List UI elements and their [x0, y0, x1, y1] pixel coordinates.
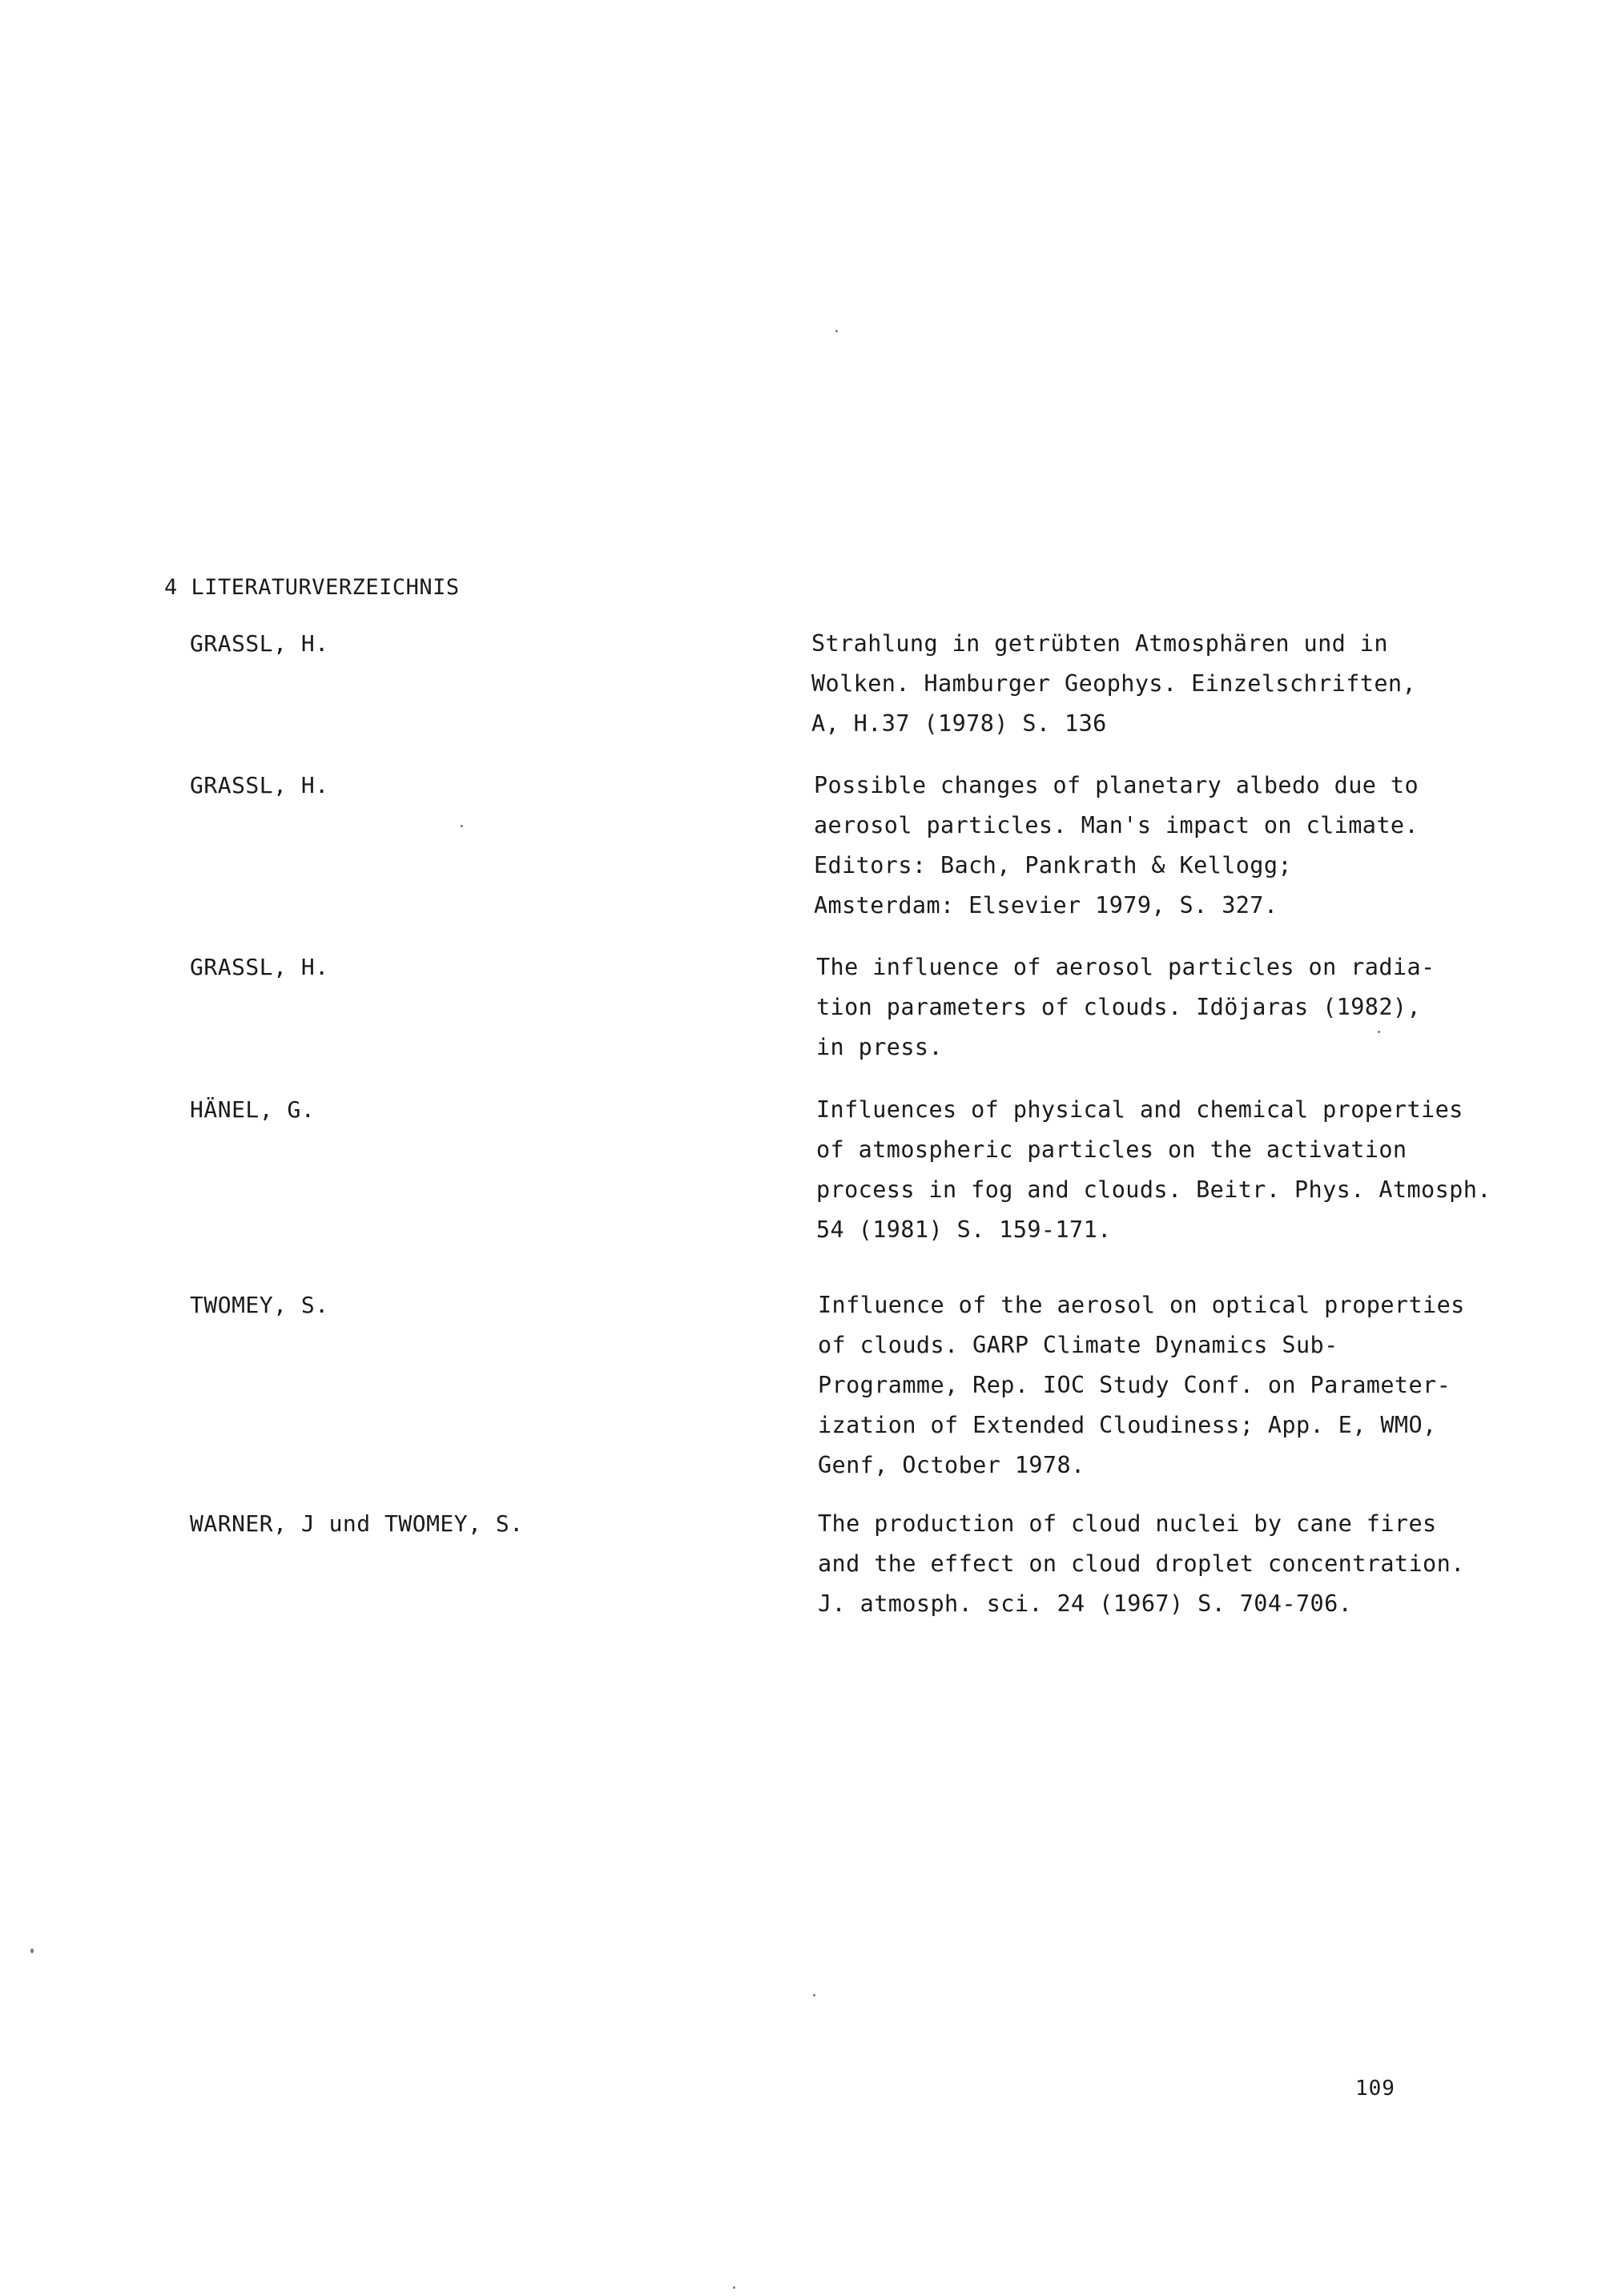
- citation-line: Genf, October 1978.: [818, 1452, 1085, 1478]
- citation-line: Influences of physical and chemical properties: [816, 1096, 1463, 1123]
- citation-line: Possible changes of planetary albedo due to: [814, 772, 1419, 798]
- citation-line: A, H.37 (1978) S. 136: [811, 710, 1107, 737]
- reference-author: WARNER, J und TWOMEY, S.: [190, 1510, 524, 1537]
- reference-citation: [818, 1504, 1475, 1624]
- citation-line: in press.: [816, 1034, 944, 1060]
- reference-citation: [816, 947, 1473, 1068]
- citation-line: 54 (1981) S. 159-171.: [816, 1216, 1112, 1243]
- reference-citation: [818, 1285, 1475, 1486]
- reference-author: GRASSL, H.: [190, 954, 329, 980]
- reference-author: GRASSL, H.: [190, 772, 329, 798]
- citation-line: Influence of the aerosol on optical properties: [818, 1292, 1465, 1318]
- section-heading: 4 LITERATURVERZEICHNIS: [164, 575, 460, 600]
- citation-line: aerosol particles. Man's impact on climate.: [814, 812, 1419, 838]
- scan-speck: [813, 1994, 815, 1996]
- reference-author: TWOMEY, S.: [190, 1292, 329, 1318]
- scan-speck: [1378, 1031, 1380, 1033]
- citation-line: The production of cloud nuclei by cane fires: [818, 1510, 1437, 1537]
- citation-line: tion parameters of clouds. Idöjaras (1982),: [816, 994, 1422, 1020]
- reference-author: GRASSL, H.: [190, 630, 329, 657]
- citation-line: of atmospheric particles on the activation: [816, 1136, 1407, 1163]
- reference-author: HÄNEL, G.: [190, 1096, 316, 1123]
- citation-line: Editors: Bach, Pankrath & Kellogg;: [814, 852, 1292, 879]
- citation-line: ization of Extended Cloudiness; App. E, WMO,: [818, 1412, 1437, 1438]
- citation-line: process in fog and clouds. Beitr. Phys. Atmosph.: [816, 1176, 1491, 1203]
- reference-citation: [816, 1090, 1491, 1250]
- scan-speck: [461, 825, 463, 827]
- scan-speck: [733, 2286, 735, 2289]
- reference-citation: [814, 766, 1471, 926]
- citation-line: and the effect on cloud droplet concentration.: [818, 1550, 1465, 1577]
- page-number: 109: [1355, 2077, 1395, 2101]
- reference-citation: [811, 624, 1468, 744]
- citation-line: The influence of aerosol particles on radia-: [816, 954, 1435, 980]
- citation-line: J. atmosph. sci. 24 (1967) S. 704-706.: [818, 1590, 1353, 1617]
- scan-speck: [30, 1948, 34, 1953]
- citation-line: Programme, Rep. IOC Study Conf. on Parameter-: [818, 1372, 1451, 1398]
- citation-line: Amsterdam: Elsevier 1979, S. 327.: [814, 892, 1278, 919]
- citation-line: Strahlung in getrübten Atmosphären und in: [811, 630, 1388, 657]
- citation-line: of clouds. GARP Climate Dynamics Sub-: [818, 1332, 1338, 1358]
- citation-line: Wolken. Hamburger Geophys. Einzelschriften,: [811, 670, 1417, 697]
- scan-speck: [835, 330, 838, 332]
